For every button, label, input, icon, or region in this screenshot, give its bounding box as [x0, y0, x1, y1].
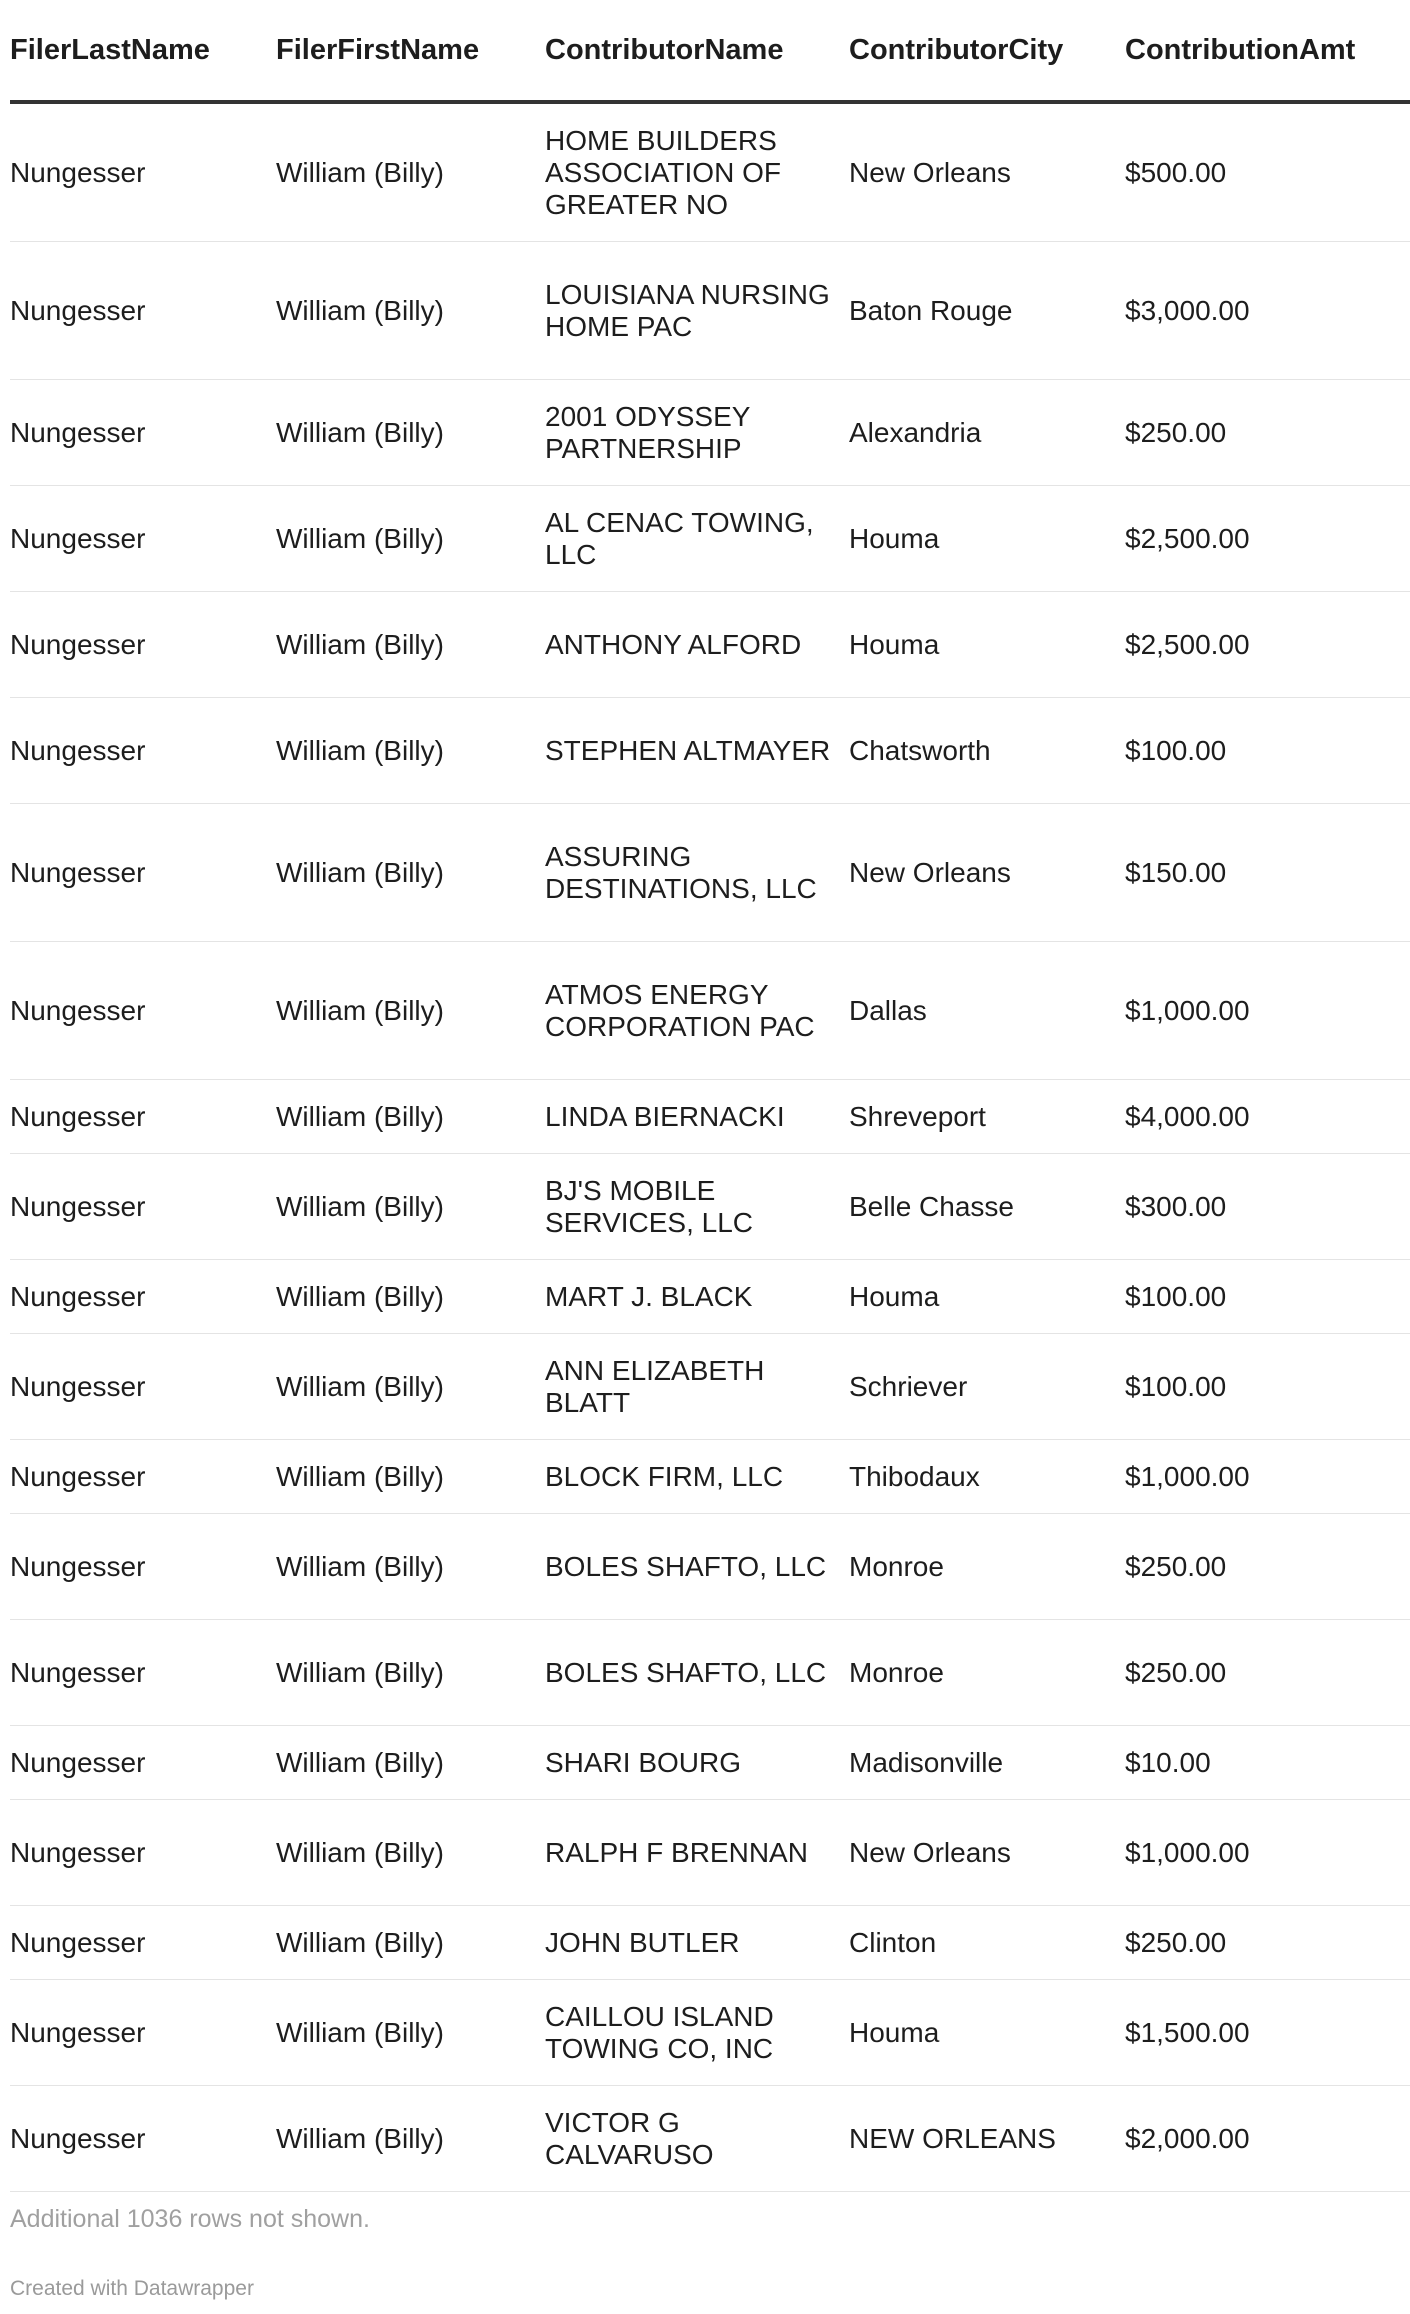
cell-contributor-city: Houma — [849, 1260, 1125, 1334]
table-row — [10, 1440, 1410, 1514]
table-row — [10, 486, 1410, 592]
cell-contributor-city: Schriever — [849, 1334, 1125, 1440]
cell-contribution-amount: $1,000.00 — [1125, 942, 1410, 1080]
cell-contribution-amount: $100.00 — [1125, 698, 1410, 804]
cell-contributor-name: BOLES SHAFTO, LLC — [545, 1514, 849, 1620]
cell-filer-last-name: Nungesser — [10, 1260, 276, 1334]
cell-contributor-city: Monroe — [849, 1514, 1125, 1620]
cell-contributor-name: 2001 ODYSSEY PARTNERSHIP — [545, 380, 849, 486]
cell-contributor-city: Houma — [849, 1980, 1125, 2086]
cell-contribution-amount: $500.00 — [1125, 102, 1410, 242]
cell-filer-first-name: William (Billy) — [276, 1906, 545, 1980]
table-row — [10, 1726, 1410, 1800]
cell-filer-first-name: William (Billy) — [276, 1726, 545, 1800]
cell-contributor-city: New Orleans — [849, 102, 1125, 242]
table-row — [10, 1906, 1410, 1980]
cell-filer-last-name: Nungesser — [10, 1620, 276, 1726]
table-notes: Additional 1036 rows not shown. — [10, 2205, 370, 2233]
cell-contributor-city: New Orleans — [849, 1800, 1125, 1906]
cell-filer-first-name: William (Billy) — [276, 1260, 545, 1334]
cell-filer-first-name: William (Billy) — [276, 1980, 545, 2086]
table-row — [10, 1980, 1410, 2086]
table-row — [10, 380, 1410, 486]
cell-contribution-amount: $4,000.00 — [1125, 1080, 1410, 1154]
cell-filer-first-name: William (Billy) — [276, 380, 545, 486]
cell-contributor-name: ATMOS ENERGY CORPORATION PAC — [545, 942, 849, 1080]
table-row — [10, 1800, 1410, 1906]
cell-filer-first-name: William (Billy) — [276, 1514, 545, 1620]
cell-filer-last-name: Nungesser — [10, 1440, 276, 1514]
cell-contributor-name: STEPHEN ALTMAYER — [545, 698, 849, 804]
cell-contribution-amount: $10.00 — [1125, 1726, 1410, 1800]
cell-contribution-amount: $1,000.00 — [1125, 1800, 1410, 1906]
cell-contributor-city: Dallas — [849, 942, 1125, 1080]
cell-filer-first-name: William (Billy) — [276, 592, 545, 698]
cell-filer-first-name: William (Billy) — [276, 698, 545, 804]
cell-filer-last-name: Nungesser — [10, 1514, 276, 1620]
cell-contributor-name: MART J. BLACK — [545, 1260, 849, 1334]
cell-filer-last-name: Nungesser — [10, 2086, 276, 2192]
table-row — [10, 592, 1410, 698]
cell-contributor-city: New Orleans — [849, 804, 1125, 942]
cell-filer-first-name: William (Billy) — [276, 1334, 545, 1440]
cell-filer-last-name: Nungesser — [10, 1980, 276, 2086]
cell-contribution-amount: $2,000.00 — [1125, 2086, 1410, 2192]
cell-contributor-name: AL CENAC TOWING, LLC — [545, 486, 849, 592]
cell-contributor-name: LINDA BIERNACKI — [545, 1080, 849, 1154]
cell-filer-last-name: Nungesser — [10, 942, 276, 1080]
cell-contributor-city: Houma — [849, 486, 1125, 592]
cell-filer-last-name: Nungesser — [10, 698, 276, 804]
cell-contributor-name: JOHN BUTLER — [545, 1906, 849, 1980]
table-row — [10, 2086, 1410, 2192]
cell-contributor-name: BJ'S MOBILE SERVICES, LLC — [545, 1154, 849, 1260]
cell-contributor-name: SHARI BOURG — [545, 1726, 849, 1800]
cell-filer-first-name: William (Billy) — [276, 942, 545, 1080]
table-row — [10, 102, 1410, 242]
cell-contributor-name: VICTOR G CALVARUSO — [545, 2086, 849, 2192]
table-row — [10, 242, 1410, 380]
cell-contribution-amount: $100.00 — [1125, 1260, 1410, 1334]
cell-filer-first-name: William (Billy) — [276, 1154, 545, 1260]
column-header-contribution-amount[interactable]: ContributionAmt — [1125, 0, 1410, 102]
column-header-contributor-city[interactable]: ContributorCity — [849, 0, 1125, 102]
cell-filer-last-name: Nungesser — [10, 1726, 276, 1800]
cell-filer-last-name: Nungesser — [10, 102, 276, 242]
table-row — [10, 1620, 1410, 1726]
cell-contribution-amount: $1,500.00 — [1125, 1980, 1410, 2086]
cell-contribution-amount: $300.00 — [1125, 1154, 1410, 1260]
datawrapper-credit: Created with Datawrapper — [10, 2277, 254, 2300]
cell-contributor-name: LOUISIANA NURSING HOME PAC — [545, 242, 849, 380]
cell-filer-first-name: William (Billy) — [276, 804, 545, 942]
cell-filer-first-name: William (Billy) — [276, 1800, 545, 1906]
cell-contribution-amount: $2,500.00 — [1125, 486, 1410, 592]
cell-contributor-city: Madisonville — [849, 1726, 1125, 1800]
cell-contributor-name: ANN ELIZABETH BLATT — [545, 1334, 849, 1440]
cell-contributor-name: BOLES SHAFTO, LLC — [545, 1620, 849, 1726]
table-row — [10, 1514, 1410, 1620]
table-row — [10, 1080, 1410, 1154]
cell-filer-last-name: Nungesser — [10, 486, 276, 592]
cell-filer-first-name: William (Billy) — [276, 1440, 545, 1514]
cell-filer-last-name: Nungesser — [10, 1334, 276, 1440]
cell-filer-last-name: Nungesser — [10, 1154, 276, 1260]
column-header-contributor-name[interactable]: ContributorName — [545, 0, 849, 102]
cell-filer-first-name: William (Billy) — [276, 2086, 545, 2192]
column-header-filer-last-name[interactable]: FilerLastName — [10, 0, 276, 102]
cell-contribution-amount: $100.00 — [1125, 1334, 1410, 1440]
table-body — [10, 102, 1410, 2192]
data-table-container — [10, 0, 1356, 2192]
cell-filer-first-name: William (Billy) — [276, 486, 545, 592]
table-row — [10, 1154, 1410, 1260]
cell-contributor-city: NEW ORLEANS — [849, 2086, 1125, 2192]
table-row — [10, 1260, 1410, 1334]
cell-contributor-name: HOME BUILDERS ASSOCIATION OF GREATER NO — [545, 102, 849, 242]
cell-contributor-city: Thibodaux — [849, 1440, 1125, 1514]
cell-filer-last-name: Nungesser — [10, 380, 276, 486]
cell-filer-last-name: Nungesser — [10, 1080, 276, 1154]
cell-contributor-city: Alexandria — [849, 380, 1125, 486]
cell-filer-last-name: Nungesser — [10, 1800, 276, 1906]
table-row — [10, 942, 1410, 1080]
cell-contributor-name: CAILLOU ISLAND TOWING CO, INC — [545, 1980, 849, 2086]
cell-contribution-amount: $3,000.00 — [1125, 242, 1410, 380]
cell-contributor-city: Belle Chasse — [849, 1154, 1125, 1260]
cell-contributor-city: Clinton — [849, 1906, 1125, 1980]
cell-contributor-name: ANTHONY ALFORD — [545, 592, 849, 698]
cell-contributor-city: Monroe — [849, 1620, 1125, 1726]
cell-filer-last-name: Nungesser — [10, 804, 276, 942]
cell-contributor-name: BLOCK FIRM, LLC — [545, 1440, 849, 1514]
cell-filer-first-name: William (Billy) — [276, 1080, 545, 1154]
cell-filer-last-name: Nungesser — [10, 1906, 276, 1980]
cell-contribution-amount: $1,000.00 — [1125, 1440, 1410, 1514]
cell-contributor-city: Baton Rouge — [849, 242, 1125, 380]
data-table — [10, 0, 1410, 2192]
cell-contributor-city: Chatsworth — [849, 698, 1125, 804]
table-row — [10, 804, 1410, 942]
cell-contribution-amount: $150.00 — [1125, 804, 1410, 942]
cell-contribution-amount: $250.00 — [1125, 1514, 1410, 1620]
table-header — [10, 0, 1410, 102]
cell-contribution-amount: $250.00 — [1125, 380, 1410, 486]
cell-filer-first-name: William (Billy) — [276, 242, 545, 380]
cell-filer-first-name: William (Billy) — [276, 1620, 545, 1726]
header-row — [10, 0, 1410, 102]
cell-contribution-amount: $2,500.00 — [1125, 592, 1410, 698]
cell-filer-last-name: Nungesser — [10, 242, 276, 380]
cell-filer-first-name: William (Billy) — [276, 102, 545, 242]
column-header-filer-first-name[interactable]: FilerFirstName — [276, 0, 545, 102]
cell-contributor-name: ASSURING DESTINATIONS, LLC — [545, 804, 849, 942]
cell-contributor-city: Shreveport — [849, 1080, 1125, 1154]
cell-contribution-amount: $250.00 — [1125, 1620, 1410, 1726]
table-row — [10, 698, 1410, 804]
cell-contributor-name: RALPH F BRENNAN — [545, 1800, 849, 1906]
cell-contribution-amount: $250.00 — [1125, 1906, 1410, 1980]
cell-filer-last-name: Nungesser — [10, 592, 276, 698]
cell-contributor-city: Houma — [849, 592, 1125, 698]
table-row — [10, 1334, 1410, 1440]
